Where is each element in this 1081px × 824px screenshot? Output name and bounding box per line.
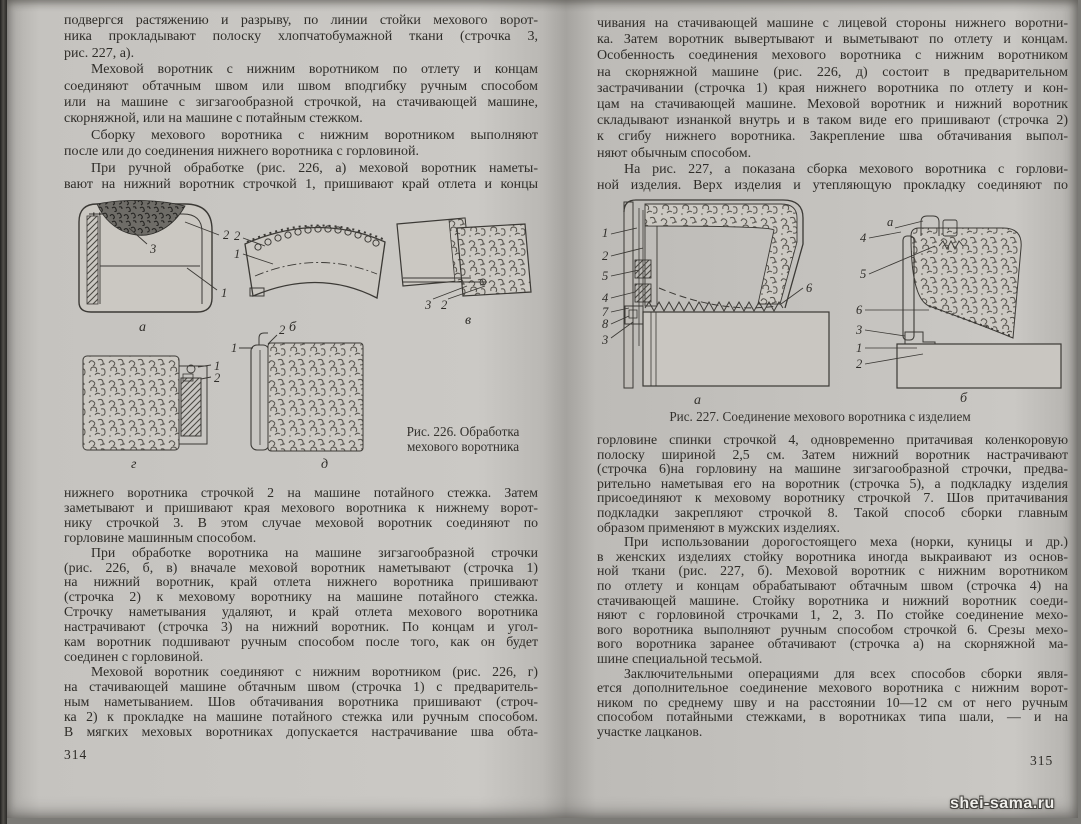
text-line: настрачивают (строчка 3) на нижний воротник. По концам и угол- [64,619,538,635]
text-line: скорняжной, или на машине с потайным стежком. [64,111,363,127]
text-line: к сгибу нижнего воротника. Закрепление шва обтачивания выпол- [597,129,1068,145]
fig226-label-g1: 1 [214,359,221,373]
text-line: (строчка 6)на горловину на машине зигзагообразной строчки, предва- [597,461,1068,477]
fig227b-label-1: 1 [856,341,863,355]
text-line: в женских изделиях стойку воротника иногда выкраивают из основ- [597,548,1068,564]
text-line: вого воротника выполняют ручным способом строчкой 6. Срезы мехо- [597,621,1068,637]
text-line: ной ткани (рис. 227, б). Меховой воротник с нижним воротником [597,563,1068,579]
text-line: При обработке воротника на машине зигзагообразной строчки [91,544,538,560]
fig226-label-d1: 1 [231,341,238,355]
fig227a-label-8: 8 [602,317,609,331]
fig226-caption [384,424,542,454]
text-line: заметывают и пришивают края мехового воротника к нижнему ворот- [64,499,538,515]
fig226-part-a-letter: а [139,320,146,335]
text-line: Сборку мехового воротника с нижним воротником выполняют [91,127,538,143]
text-line: На рис. 227, а показана сборка мехового воротника с горлови- [624,161,1068,177]
page-number-right: 315 [1030,753,1054,768]
text-line: нижнего воротника строчкой 2 на машине потайного стежка. Затем [64,485,538,500]
text-line: подвергся растяжению и разрыву, по линии стойки мехового ворот- [64,13,538,28]
text-line: на нижний воротник, край отлета нижнего воротника пришивают [64,574,538,590]
right-page-top-text [597,16,1068,194]
text-line: ется дополнительное соединение мехового воротника с нижним ворот- [597,680,1068,696]
paragraph [64,665,538,740]
text-line: шине специальной тесьмой. [597,650,763,666]
text-line: ка 2) к прокладке на машине потайного стежка или ручным способом. [64,708,538,724]
paragraph [597,16,1068,162]
fig227b-label-a: а [887,215,894,229]
page-number-left: 314 [64,747,88,762]
fig227a-label-1: 1 [602,226,609,240]
paragraph [64,128,538,161]
fig227-part-a-letter: а [694,393,701,408]
fig226-label-g2: 2 [214,371,221,385]
paragraph [597,162,1068,194]
text-line: В мягких меховых воротниках допускается настрачивание шва обта- [64,723,538,739]
text-line: Заключительными операциями для всех способов сборки явля- [624,665,1068,681]
text-line: горловине машинным способом. [64,529,257,545]
fig227-caption: Рис. 227. Соединение мехового воротника с изделием [669,409,971,424]
paragraph [597,433,1068,535]
text-line: ником по среднему шву и на расстоянии 10—12 см от него ручным [597,694,1068,710]
fig227b-label-6: 6 [856,303,863,317]
text-line: застрачивании (строчка 1) края нижнего воротника по отлету и кон- [597,80,1068,96]
text-line: на скорняжной машине (рис. 226, д) состоит в предварительном [597,64,1068,80]
fig227a-label-6: 6 [806,281,813,295]
text-line: ным наметыванием. Шов обтачивания воротника пришивают (строч- [64,693,538,709]
fig227-part-b-letter: б [960,391,968,406]
text-line: При использовании дорогостоящего меха (норки, куницы и др.) [624,534,1068,550]
text-line: цам на стачивающей машине. Меховой воротник и нижний воротник [597,97,1068,113]
text-line: соединен с горловиной. [64,648,204,664]
text-line: Особенность соединения мехового воротника с нижним воротником [597,48,1068,64]
text-line: няют обычным способом. [597,145,752,161]
text-line: ника прокладывают полоску хлопчатобумажной ткани (строчка 3, [64,29,538,45]
text-line: ка. Затем воротник вывертывают и выметывают по отлету и концам. [597,32,1068,48]
paragraph [64,13,538,62]
text-line: рис. 227, а). [64,45,135,61]
fig226-part-v-drawing [397,218,531,299]
book-spine-edge [0,0,7,824]
fig226-caption-line1: Рис. 226. Обработка [406,424,520,439]
fig227a-label-4: 4 [602,291,609,305]
text-line: При ручной обработке (рис. 226, а) меховой воротник наметы- [91,160,538,176]
text-line: по отлету и концам обрабатывают обтачным швом (строчка 4) на [597,577,1068,593]
fig226-caption-line2: мехового воротника [406,439,520,454]
paragraph [597,667,1068,740]
watermark: shei-sama.ru [950,795,1055,812]
text-line: стачивающей машине. Стойку воротника и нижний воротник соеди- [597,592,1068,608]
fig226-part-d-drawing [239,333,363,451]
fig227b-label-4: 4 [860,231,867,245]
text-line: Строчку наметывания удаляют, и край отлета мехового воротника [64,604,538,620]
fig227a-label-5: 5 [602,269,609,283]
text-line: на стачивающей машине обтачным швом (строчка 1) с предваритель- [64,678,538,694]
text-line: рительно наметывая его на воротник (строчка 5), а подкладку изделия [597,475,1068,491]
fig227b-label-3: 3 [856,323,863,337]
left-page-top-text [64,13,538,193]
text-line: способом потайными стежками, в воротниках типа шали, — и на [597,709,1068,725]
text-line: после или до соединения нижнего воротника с горловиной. [64,144,419,160]
fig226-label-a3: 3 [150,242,157,256]
figure-227 [599,196,1069,392]
fig226-label-v2: 2 [441,298,448,312]
text-line: ной изделия. Верх изделия и утепляющую прокладку соединяют по [597,178,1068,194]
fig226-label-a2: 2 [223,228,230,242]
fig226-part-b-drawing [243,225,385,298]
text-line: няют с горловиной строчками 1, 2, 3. По стойке соединение мехо- [597,607,1068,623]
fig227b-label-2: 2 [856,357,863,371]
text-line: Меховой воротник с нижним воротником по отлету и концам [91,62,538,78]
text-line: соединяют обтачным швом или швом вподгибку ручным способом [64,78,538,94]
fig227-part-a-drawing [611,200,829,388]
text-line: участке лацканов. [597,723,703,739]
text-line: подкладки закрепляют строчкой 8. Такой способ сборки главным [597,504,1068,520]
text-line: образом применяют в мужских изделиях. [597,519,840,535]
fig226-label-b1: 1 [234,247,241,261]
fig226-part-g-letter: г [131,457,137,472]
fig226-part-d-letter: д [321,457,329,472]
right-page-bottom-text [597,433,1068,739]
text-line: горловине спинки строчкой 4, одновременно притачивая коленкоровую [597,432,1068,447]
fig226-label-v3: 3 [425,298,432,312]
fig226-part-v-letter: в [465,313,472,328]
text-line: присоединяют к меховому воротнику строчкой 7. Шов притачивания [597,490,1068,506]
text-line: чивания на стачивающей машине с лицевой стороны нижнего воротни- [597,16,1068,31]
fig226-part-a-drawing [79,200,219,312]
text-line: (рис. 226, б, в) вначале меховой воротник наметывают (строчка 1) [64,559,538,575]
fig227-part-b-drawing [865,216,1061,388]
paragraph [64,486,538,546]
paragraph [64,62,538,128]
fig226-label-a1: 1 [221,286,228,300]
fig227a-label-2: 2 [602,249,609,263]
text-line: складывают изнанкой внутрь и в таком виде его пришивают (строчка 2) [597,113,1068,129]
left-page-bottom-text [64,486,538,739]
paragraph [64,546,538,665]
paragraph [64,161,538,194]
fig227a-label-3: 3 [602,333,609,347]
text-line: нику строчкой 3. В этом случае меховой воротник соединяют по [64,514,538,530]
text-line: Меховой воротник соединяют с нижним воротником (рис. 226, г) [91,663,538,679]
fig227a-label-7: 7 [602,305,609,319]
text-line: вают на нижний воротник строчкой 1, пришивают край отлета и концы [64,177,538,193]
text-line: или на машине с зигзагообразной строчкой, на стачивающей машине, [64,95,538,111]
fig226-label-d2: 2 [279,323,286,337]
fig226-part-b-letter: б [289,320,297,335]
text-line: вого воротника заранее обтачивают (строчка а) на скорняжной ма- [597,636,1068,652]
text-line: (строчка 2) к меховому воротнику на машине потайного стежка. [64,589,538,605]
paragraph [597,535,1068,666]
text-line: полоску шириной 2,5 см. Затем нижний воротник настрачивают [597,446,1068,462]
fig226-part-g-drawing [83,356,211,450]
fig227b-label-5: 5 [860,267,867,281]
fig226-label-b2: 2 [234,229,241,243]
text-line: кам воротник подшивают ручным способом после того, как он будет [64,634,538,650]
